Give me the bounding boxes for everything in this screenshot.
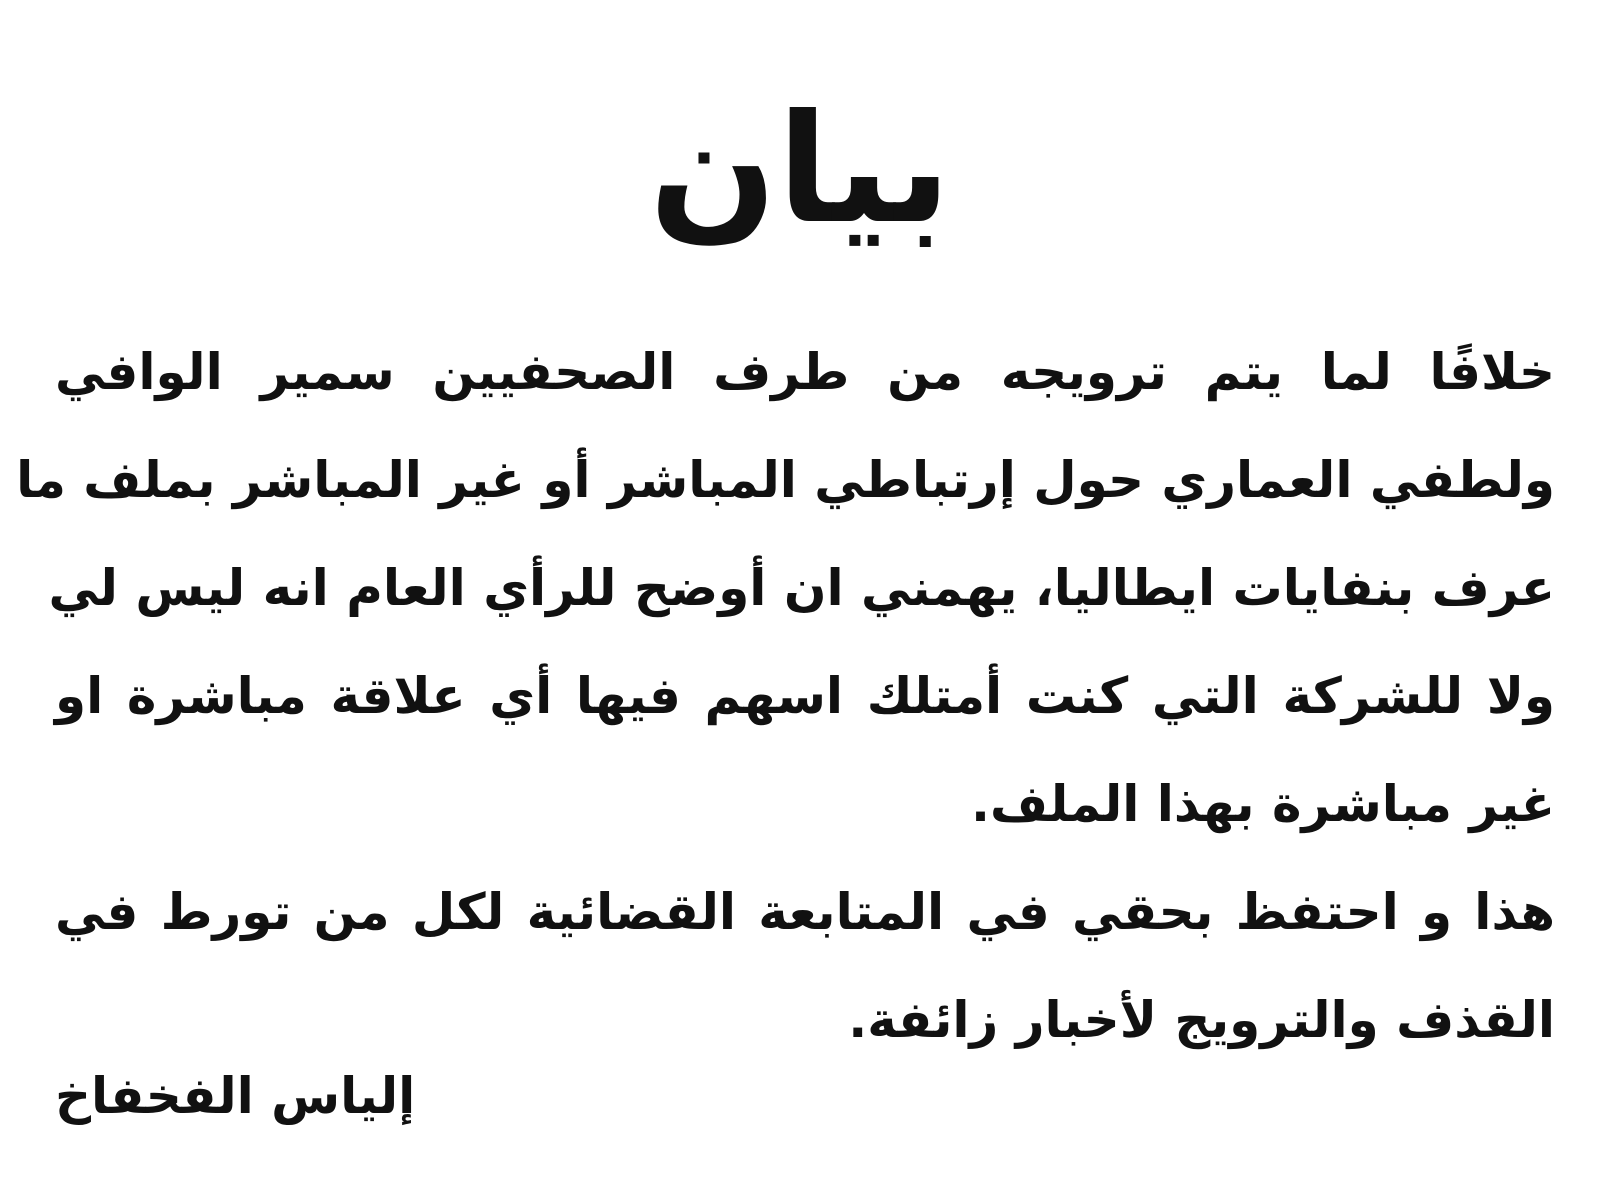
body-line: ولطفي العماري حول إرتباطي المباشر أو غير المباشر بملف ما [16, 451, 1555, 509]
body-line: غير مباشرة بهذا الملف. [970, 775, 1555, 833]
statement-body [16, 318, 1555, 1074]
statement-title: بيان [649, 83, 951, 257]
body-line: خلافًا لما يتم ترويجه من طرف الصحفيين سمير الوافي [55, 343, 1555, 401]
body-line: القذف والترويج لأخبار زائفة. [848, 991, 1555, 1049]
body-line: عرف بنفايات ايطاليا، يهمني ان أوضح للرأي العام انه ليس لي [48, 559, 1555, 617]
body-line: ولا للشركة التي كنت أمتلك اسهم فيها أي علاقة مباشرة او [55, 667, 1555, 725]
body-line: هذا و احتفظ بحقي في المتابعة القضائية لكل من تورط في [55, 883, 1555, 941]
signature: إلياس الفخفاخ [55, 1067, 416, 1125]
